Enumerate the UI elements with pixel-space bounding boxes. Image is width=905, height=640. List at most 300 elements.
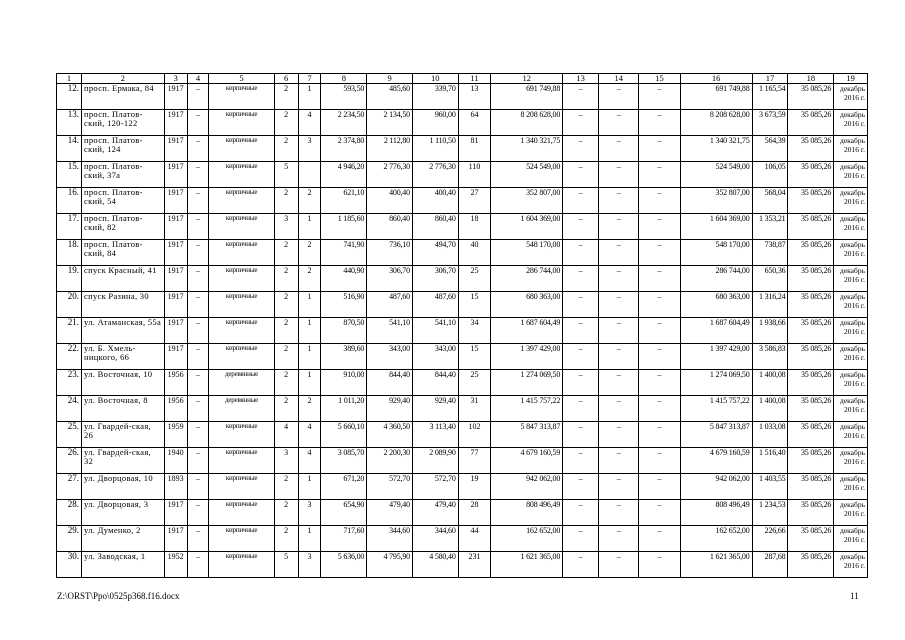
- cell-wall-material: кирпичные: [209, 552, 274, 578]
- cell-total-area: 5 636,00: [321, 552, 367, 578]
- cell-address: ул. Гвардей-ская, 26: [82, 422, 165, 448]
- cell-cost-per-sqm: 106,05: [752, 162, 788, 188]
- cell-col-4: –: [187, 396, 209, 422]
- cell-living-area: 541,10: [367, 318, 413, 344]
- cell-year-built: 1940: [164, 448, 187, 474]
- cell-floors: 2: [274, 474, 298, 500]
- cell-wall-material: деревянные: [209, 370, 274, 396]
- cell-residents: 44: [458, 526, 491, 552]
- table-row: [57, 422, 868, 448]
- cell-cost-per-sqm: 1 033,08: [752, 422, 788, 448]
- cell-col-15: –: [639, 344, 680, 370]
- cell-residential-area: 343,00: [412, 344, 458, 370]
- cell-max-cost-per-sqm: 35 085,26: [788, 344, 834, 370]
- cell-deadline: декабрь 2016 г.: [834, 240, 868, 266]
- cell-col-15: –: [639, 526, 680, 552]
- cell-living-area: 485,60: [367, 84, 413, 110]
- cell-address: ул. Заводская, 1: [82, 552, 165, 578]
- cell-wall-material: кирпичные: [209, 188, 274, 214]
- cell-cost-total: 1 340 321,75: [491, 136, 563, 162]
- cell-living-area: 306,70: [367, 266, 413, 292]
- cell-total-area: 1 185,60: [321, 214, 367, 240]
- cell-residential-area: 494,70: [412, 240, 458, 266]
- cell-col-14: –: [599, 136, 639, 162]
- cell-col-4: –: [187, 474, 209, 500]
- cell-col-13: –: [563, 448, 599, 474]
- cell-residential-area: 541,10: [412, 318, 458, 344]
- cell-col-14: –: [599, 292, 639, 318]
- cell-col-13: –: [563, 370, 599, 396]
- cell-max-cost-per-sqm: 35 085,26: [788, 188, 834, 214]
- housing-table: [56, 73, 868, 578]
- table-row: [57, 136, 868, 162]
- cell-total-area: 654,90: [321, 500, 367, 526]
- cell-cost-program: 808 496,49: [680, 500, 752, 526]
- cell-col-14: –: [599, 474, 639, 500]
- cell-wall-material: кирпичные: [209, 448, 274, 474]
- cell-address: просп. Ермака, 84: [82, 84, 165, 110]
- cell-living-area: 860,40: [367, 214, 413, 240]
- cell-cost-per-sqm: 287,68: [752, 552, 788, 578]
- cell-cost-program: 1 274 069,50: [680, 370, 752, 396]
- cell-entrances: 1: [298, 318, 321, 344]
- cell-living-area: 736,10: [367, 240, 413, 266]
- cell-deadline: декабрь 2016 г.: [834, 188, 868, 214]
- cell-cost-program: 1 687 604,49: [680, 318, 752, 344]
- cell-max-cost-per-sqm: 35 085,26: [788, 240, 834, 266]
- cell-col-13: –: [563, 240, 599, 266]
- cell-cost-program: 524 549,00: [680, 162, 752, 188]
- cell-address: ул. Восточная, 10: [82, 370, 165, 396]
- cell-cost-total: 524 549,00: [491, 162, 563, 188]
- cell-year-built: 1952: [164, 552, 187, 578]
- cell-col-15: –: [639, 188, 680, 214]
- cell-residential-area: 344,60: [412, 526, 458, 552]
- cell-total-area: 1 011,20: [321, 396, 367, 422]
- cell-wall-material: кирпичные: [209, 526, 274, 552]
- cell-col-4: –: [187, 422, 209, 448]
- cell-col-13: –: [563, 500, 599, 526]
- cell-residential-area: 3 113,40: [412, 422, 458, 448]
- cell-floors: 2: [274, 318, 298, 344]
- cell-cost-total: 548 170,00: [491, 240, 563, 266]
- cell-col-15: –: [639, 266, 680, 292]
- cell-max-cost-per-sqm: 35 085,26: [788, 422, 834, 448]
- cell-cost-total: 8 208 628,00: [491, 110, 563, 136]
- cell-cost-total: 1 397 429,00: [491, 344, 563, 370]
- cell-entrances: 4: [298, 448, 321, 474]
- cell-cost-total: 942 062,00: [491, 474, 563, 500]
- cell-col-14: –: [599, 370, 639, 396]
- cell-total-area: 2 374,80: [321, 136, 367, 162]
- cell-col-13: –: [563, 318, 599, 344]
- cell-year-built: 1917: [164, 162, 187, 188]
- cell-entrances: 2: [298, 396, 321, 422]
- cell-entrances: 1: [298, 214, 321, 240]
- cell-year-built: 1956: [164, 370, 187, 396]
- cell-cost-program: 4 679 160,59: [680, 448, 752, 474]
- cell-deadline: декабрь 2016 г.: [834, 136, 868, 162]
- cell-row-number: 21.: [57, 318, 82, 344]
- cell-residential-area: 1 110,50: [412, 136, 458, 162]
- cell-row-number: 23.: [57, 370, 82, 396]
- cell-deadline: декабрь 2016 г.: [834, 396, 868, 422]
- cell-address: ул. Атаманская, 55а: [82, 318, 165, 344]
- cell-col-4: –: [187, 240, 209, 266]
- cell-cost-total: 808 496,49: [491, 500, 563, 526]
- cell-wall-material: кирпичные: [209, 240, 274, 266]
- cell-residential-area: 339,70: [412, 84, 458, 110]
- cell-deadline: декабрь 2016 г.: [834, 552, 868, 578]
- cell-living-area: 479,40: [367, 500, 413, 526]
- cell-residential-area: 400,40: [412, 188, 458, 214]
- cell-col-13: –: [563, 552, 599, 578]
- cell-cost-per-sqm: 650,36: [752, 266, 788, 292]
- cell-wall-material: кирпичные: [209, 84, 274, 110]
- cell-row-number: 20.: [57, 292, 82, 318]
- cell-floors: 2: [274, 500, 298, 526]
- cell-col-4: –: [187, 448, 209, 474]
- cell-deadline: декабрь 2016 г.: [834, 318, 868, 344]
- column-number-10: 10: [412, 74, 458, 84]
- cell-living-area: 572,70: [367, 474, 413, 500]
- cell-col-4: –: [187, 110, 209, 136]
- cell-cost-total: 1 274 069,50: [491, 370, 563, 396]
- cell-row-number: 28.: [57, 500, 82, 526]
- cell-floors: 5: [274, 162, 298, 188]
- cell-residents: 40: [458, 240, 491, 266]
- cell-entrances: 1: [298, 526, 321, 552]
- cell-total-area: 717,60: [321, 526, 367, 552]
- cell-wall-material: кирпичные: [209, 474, 274, 500]
- column-number-4: 4: [187, 74, 209, 84]
- cell-col-13: –: [563, 396, 599, 422]
- cell-living-area: 343,00: [367, 344, 413, 370]
- cell-total-area: 741,90: [321, 240, 367, 266]
- cell-max-cost-per-sqm: 35 085,26: [788, 214, 834, 240]
- table-row: [57, 188, 868, 214]
- cell-max-cost-per-sqm: 35 085,26: [788, 136, 834, 162]
- cell-col-4: –: [187, 84, 209, 110]
- cell-deadline: декабрь 2016 г.: [834, 292, 868, 318]
- cell-floors: 2: [274, 240, 298, 266]
- cell-floors: 2: [274, 84, 298, 110]
- column-number-15: 15: [639, 74, 680, 84]
- cell-max-cost-per-sqm: 35 085,26: [788, 448, 834, 474]
- cell-cost-per-sqm: 1 403,55: [752, 474, 788, 500]
- cell-col-15: –: [639, 110, 680, 136]
- cell-wall-material: кирпичные: [209, 266, 274, 292]
- cell-address: просп. Платов-ский, 54: [82, 188, 165, 214]
- cell-year-built: 1917: [164, 344, 187, 370]
- cell-deadline: декабрь 2016 г.: [834, 162, 868, 188]
- cell-col-14: –: [599, 448, 639, 474]
- cell-entrances: 2: [298, 188, 321, 214]
- cell-living-area: 2 112,80: [367, 136, 413, 162]
- table-row: [57, 292, 868, 318]
- cell-cost-total: 1 604 369,00: [491, 214, 563, 240]
- cell-wall-material: кирпичные: [209, 110, 274, 136]
- cell-floors: 2: [274, 188, 298, 214]
- cell-cost-per-sqm: 1 938,66: [752, 318, 788, 344]
- cell-col-14: –: [599, 266, 639, 292]
- cell-col-4: –: [187, 136, 209, 162]
- table-row: [57, 240, 868, 266]
- table-row: [57, 500, 868, 526]
- cell-cost-per-sqm: 1 165,54: [752, 84, 788, 110]
- cell-deadline: декабрь 2016 г.: [834, 370, 868, 396]
- column-number-18: 18: [788, 74, 834, 84]
- cell-address: ул. Б. Хмель-ницкого, 66: [82, 344, 165, 370]
- cell-max-cost-per-sqm: 35 085,26: [788, 552, 834, 578]
- cell-max-cost-per-sqm: 35 085,26: [788, 162, 834, 188]
- table-row: [57, 162, 868, 188]
- cell-living-area: 2 134,50: [367, 110, 413, 136]
- cell-wall-material: кирпичные: [209, 344, 274, 370]
- column-number-2: 2: [82, 74, 165, 84]
- cell-col-14: –: [599, 240, 639, 266]
- cell-max-cost-per-sqm: 35 085,26: [788, 110, 834, 136]
- header-row: [57, 74, 868, 84]
- table-row: [57, 552, 868, 578]
- table-row: [57, 344, 868, 370]
- cell-deadline: декабрь 2016 г.: [834, 266, 868, 292]
- cell-max-cost-per-sqm: 35 085,26: [788, 266, 834, 292]
- cell-residential-area: 487,60: [412, 292, 458, 318]
- cell-year-built: 1917: [164, 110, 187, 136]
- cell-cost-total: 691 749,88: [491, 84, 563, 110]
- cell-cost-program: 1 415 757,22: [680, 396, 752, 422]
- cell-max-cost-per-sqm: 35 085,26: [788, 370, 834, 396]
- cell-cost-total: 4 679 160,59: [491, 448, 563, 474]
- cell-floors: 3: [274, 448, 298, 474]
- cell-address: просп. Платов-ский, 84: [82, 240, 165, 266]
- cell-row-number: 12.: [57, 84, 82, 110]
- cell-year-built: 1917: [164, 214, 187, 240]
- cell-col-4: –: [187, 552, 209, 578]
- cell-address: ул. Гвардей-ская, 32: [82, 448, 165, 474]
- cell-col-13: –: [563, 292, 599, 318]
- cell-row-number: 30.: [57, 552, 82, 578]
- cell-wall-material: кирпичные: [209, 422, 274, 448]
- cell-cost-program: 5 847 313,87: [680, 422, 752, 448]
- cell-floors: 2: [274, 370, 298, 396]
- cell-cost-per-sqm: 1 400,08: [752, 396, 788, 422]
- cell-col-13: –: [563, 214, 599, 240]
- cell-entrances: 1: [298, 370, 321, 396]
- cell-row-number: 22.: [57, 344, 82, 370]
- cell-col-14: –: [599, 500, 639, 526]
- cell-cost-program: 1 397 429,00: [680, 344, 752, 370]
- cell-entrances: 3: [298, 552, 321, 578]
- cell-address: ул. Дворцовая, 3: [82, 500, 165, 526]
- cell-wall-material: кирпичные: [209, 162, 274, 188]
- cell-entrances: 1: [298, 292, 321, 318]
- cell-max-cost-per-sqm: 35 085,26: [788, 526, 834, 552]
- cell-total-area: 4 946,20: [321, 162, 367, 188]
- cell-row-number: 26.: [57, 448, 82, 474]
- column-number-14: 14: [599, 74, 639, 84]
- cell-col-14: –: [599, 162, 639, 188]
- cell-total-area: 910,00: [321, 370, 367, 396]
- cell-total-area: 2 234,50: [321, 110, 367, 136]
- column-number-9: 9: [367, 74, 413, 84]
- cell-cost-total: 1 621 365,00: [491, 552, 563, 578]
- cell-cost-total: 680 363,00: [491, 292, 563, 318]
- cell-cost-program: 1 340 321,75: [680, 136, 752, 162]
- cell-floors: 2: [274, 266, 298, 292]
- cell-col-15: –: [639, 448, 680, 474]
- cell-address: просп. Платов-ский, 120-122: [82, 110, 165, 136]
- cell-residents: 31: [458, 396, 491, 422]
- cell-residents: 25: [458, 266, 491, 292]
- cell-wall-material: кирпичные: [209, 292, 274, 318]
- cell-col-13: –: [563, 526, 599, 552]
- cell-col-15: –: [639, 136, 680, 162]
- cell-col-4: –: [187, 188, 209, 214]
- cell-total-area: 671,20: [321, 474, 367, 500]
- cell-entrances: 4: [298, 110, 321, 136]
- cell-cost-program: 942 062,00: [680, 474, 752, 500]
- cell-col-4: –: [187, 292, 209, 318]
- cell-wall-material: кирпичные: [209, 318, 274, 344]
- cell-col-15: –: [639, 396, 680, 422]
- cell-living-area: 929,40: [367, 396, 413, 422]
- cell-col-13: –: [563, 136, 599, 162]
- cell-residents: 15: [458, 292, 491, 318]
- column-number-1: 1: [57, 74, 82, 84]
- cell-entrances: 1: [298, 344, 321, 370]
- cell-col-15: –: [639, 422, 680, 448]
- cell-residents: 13: [458, 84, 491, 110]
- table-row: [57, 474, 868, 500]
- cell-year-built: 1917: [164, 500, 187, 526]
- cell-cost-program: 691 749,88: [680, 84, 752, 110]
- cell-deadline: декабрь 2016 г.: [834, 422, 868, 448]
- cell-living-area: 4 360,50: [367, 422, 413, 448]
- cell-year-built: 1956: [164, 396, 187, 422]
- cell-col-14: –: [599, 110, 639, 136]
- cell-deadline: декабрь 2016 г.: [834, 84, 868, 110]
- cell-address: ул. Дворцовая, 10: [82, 474, 165, 500]
- table-row: [57, 318, 868, 344]
- cell-max-cost-per-sqm: 35 085,26: [788, 396, 834, 422]
- cell-year-built: 1917: [164, 266, 187, 292]
- cell-row-number: 14.: [57, 136, 82, 162]
- cell-max-cost-per-sqm: 35 085,26: [788, 474, 834, 500]
- column-number-17: 17: [752, 74, 788, 84]
- cell-cost-program: 286 744,00: [680, 266, 752, 292]
- cell-max-cost-per-sqm: 35 085,26: [788, 500, 834, 526]
- cell-col-15: –: [639, 162, 680, 188]
- cell-cost-per-sqm: 564,39: [752, 136, 788, 162]
- cell-address: просп. Платов-ский, 124: [82, 136, 165, 162]
- cell-cost-per-sqm: 3 673,59: [752, 110, 788, 136]
- table-row: [57, 396, 868, 422]
- cell-deadline: декабрь 2016 г.: [834, 344, 868, 370]
- cell-col-4: –: [187, 318, 209, 344]
- cell-entrances: 1: [298, 474, 321, 500]
- cell-row-number: 29.: [57, 526, 82, 552]
- cell-col-13: –: [563, 188, 599, 214]
- cell-cost-per-sqm: 1 234,53: [752, 500, 788, 526]
- cell-row-number: 27.: [57, 474, 82, 500]
- cell-entrances: 2: [298, 240, 321, 266]
- cell-row-number: 17.: [57, 214, 82, 240]
- cell-col-4: –: [187, 214, 209, 240]
- cell-residential-area: 4 580,40: [412, 552, 458, 578]
- cell-max-cost-per-sqm: 35 085,26: [788, 318, 834, 344]
- cell-residential-area: 2 776,30: [412, 162, 458, 188]
- cell-cost-per-sqm: 1 353,21: [752, 214, 788, 240]
- cell-cost-per-sqm: 226,66: [752, 526, 788, 552]
- cell-address: просп. Платов-ский, 37а: [82, 162, 165, 188]
- footer-file-path: Z:\ORST\Ppo\0525p368.f16.docx: [57, 591, 180, 601]
- cell-col-14: –: [599, 318, 639, 344]
- cell-residents: 28: [458, 500, 491, 526]
- cell-col-15: –: [639, 552, 680, 578]
- column-number-8: 8: [321, 74, 367, 84]
- cell-year-built: 1917: [164, 318, 187, 344]
- cell-cost-per-sqm: 1 516,40: [752, 448, 788, 474]
- cell-cost-per-sqm: 738,87: [752, 240, 788, 266]
- cell-total-area: 389,60: [321, 344, 367, 370]
- cell-deadline: декабрь 2016 г.: [834, 526, 868, 552]
- cell-residents: 110: [458, 162, 491, 188]
- cell-deadline: декабрь 2016 г.: [834, 448, 868, 474]
- cell-col-15: –: [639, 240, 680, 266]
- cell-living-area: 400,40: [367, 188, 413, 214]
- cell-floors: 2: [274, 110, 298, 136]
- cell-row-number: 25.: [57, 422, 82, 448]
- cell-year-built: 1959: [164, 422, 187, 448]
- cell-col-15: –: [639, 292, 680, 318]
- cell-entrances: 3: [298, 500, 321, 526]
- cell-cost-total: 5 847 313,87: [491, 422, 563, 448]
- cell-living-area: 2 200,30: [367, 448, 413, 474]
- page-number: 11: [850, 591, 859, 601]
- cell-row-number: 24.: [57, 396, 82, 422]
- cell-total-area: 870,50: [321, 318, 367, 344]
- cell-col-15: –: [639, 370, 680, 396]
- cell-total-area: 440,90: [321, 266, 367, 292]
- column-number-19: 19: [834, 74, 868, 84]
- table-row: [57, 448, 868, 474]
- cell-deadline: декабрь 2016 г.: [834, 214, 868, 240]
- cell-col-14: –: [599, 214, 639, 240]
- column-number-12: 12: [491, 74, 563, 84]
- cell-year-built: 1917: [164, 292, 187, 318]
- cell-entrances: [298, 162, 321, 188]
- cell-address: спуск Красный, 41: [82, 266, 165, 292]
- cell-cost-program: 1 621 365,00: [680, 552, 752, 578]
- cell-col-14: –: [599, 422, 639, 448]
- cell-cost-per-sqm: 1 316,24: [752, 292, 788, 318]
- cell-entrances: 3: [298, 136, 321, 162]
- cell-living-area: 344,60: [367, 526, 413, 552]
- cell-year-built: 1917: [164, 526, 187, 552]
- cell-col-14: –: [599, 188, 639, 214]
- cell-max-cost-per-sqm: 35 085,26: [788, 84, 834, 110]
- cell-wall-material: деревянные: [209, 396, 274, 422]
- cell-residents: 102: [458, 422, 491, 448]
- cell-cost-total: 1 415 757,22: [491, 396, 563, 422]
- cell-floors: 5: [274, 552, 298, 578]
- cell-col-13: –: [563, 422, 599, 448]
- cell-living-area: 487,60: [367, 292, 413, 318]
- cell-year-built: 1917: [164, 84, 187, 110]
- table-row: [57, 84, 868, 110]
